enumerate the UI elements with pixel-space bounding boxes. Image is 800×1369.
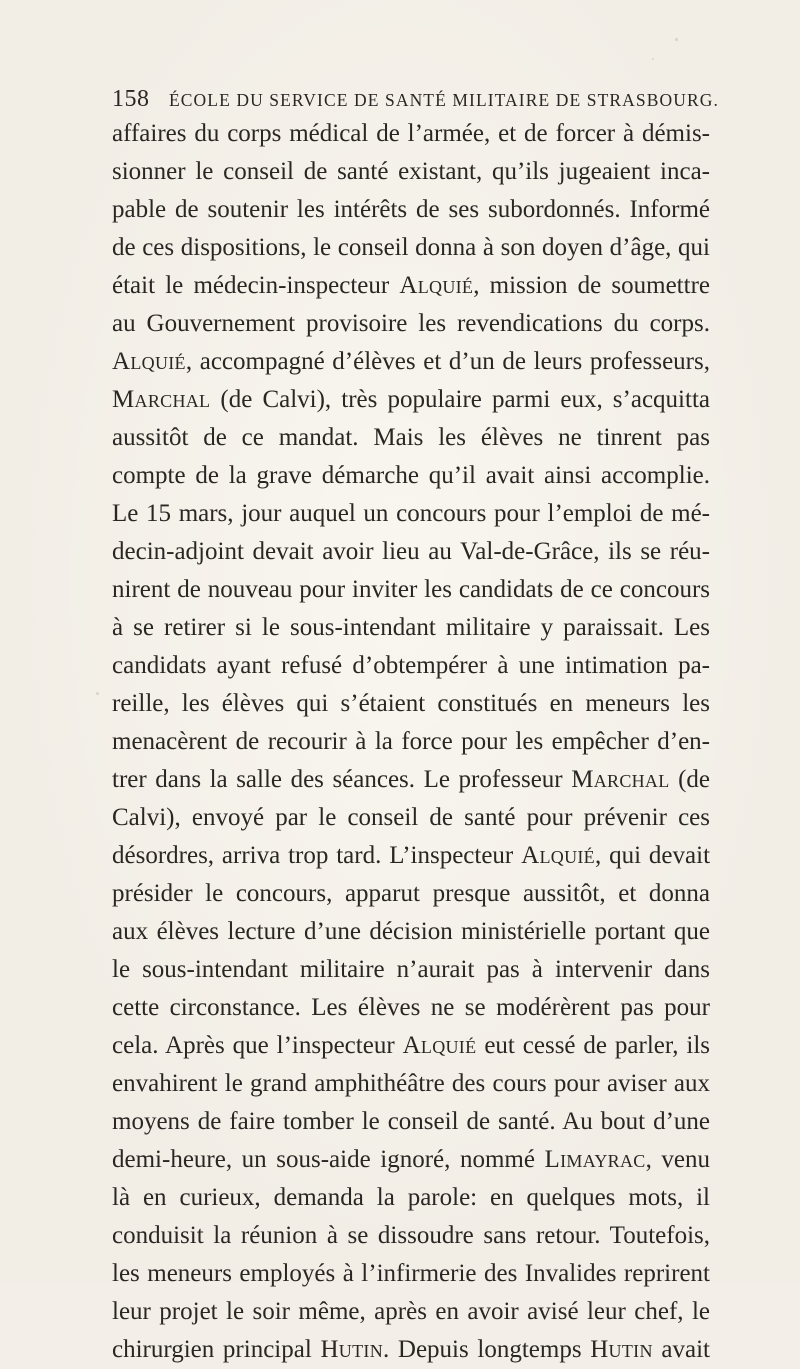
- body-text: [112, 115, 710, 1369]
- text-line: aux élèves lecture d’une décision ministérielle portant que: [112, 918, 710, 945]
- text-line: envahirent le grand amphithéâtre des cours pour aviser aux: [112, 1070, 710, 1097]
- proper-name: Alquié: [112, 348, 186, 375]
- proper-name: Marchal: [112, 386, 211, 413]
- text-line: était le médecin-inspecteur Alquié, mission de soumettre: [112, 272, 710, 299]
- text-line: nirent de nouveau pour inviter les candidats de ce concours: [112, 576, 710, 603]
- text-line: présider le concours, apparut presque aussitôt, et donna: [112, 880, 710, 907]
- proper-name: Limayrac: [544, 1146, 646, 1173]
- text-line: Le 15 mars, jour auquel un concours pour l’emploi de mé-: [112, 500, 710, 527]
- text-line: pable de soutenir les intérêts de ses subordonnés. Informé: [112, 196, 710, 223]
- text-line: Alquié, accompagné d’élèves et d’un de leurs professeurs,: [112, 348, 710, 375]
- text-line: cette circonstance. Les élèves ne se modérèrent pas pour: [112, 994, 710, 1021]
- text-line: aussitôt de ce mandat. Mais les élèves ne tinrent pas: [112, 424, 710, 451]
- running-head: [112, 84, 719, 114]
- text-line: de ces dispositions, le conseil donna à son doyen d’âge, qui: [112, 234, 710, 261]
- text-line: chirurgien principal Hutin. Depuis longtemps Hutin avait: [112, 1336, 710, 1363]
- text-line: sionner le conseil de santé existant, qu’ils jugeaient inca-: [112, 158, 710, 185]
- text-line: conduisit la réunion à se dissoudre sans retour. Toutefois,: [112, 1222, 710, 1249]
- paper-speck: [96, 692, 99, 695]
- proper-name: Alquié: [521, 842, 595, 869]
- text-line: demi-heure, un sous-aide ignoré, nommé Limayrac, venu: [112, 1146, 710, 1173]
- proper-name: Alquié: [399, 272, 474, 299]
- text-line: Calvi), envoyé par le conseil de santé pour prévenir ces: [112, 804, 710, 831]
- text-line: menacèrent de recourir à la force pour les empêcher d’en-: [112, 728, 710, 755]
- text-line: moyens de faire tomber le conseil de santé. Au bout d’une: [112, 1108, 710, 1135]
- text-line: cela. Après que l’inspecteur Alquié eut cessé de parler, ils: [112, 1032, 710, 1059]
- text-line: compte de la grave démarche qu’il avait ainsi accomplie.: [112, 462, 710, 489]
- text-line: reille, les élèves qui s’étaient constitués en meneurs les: [112, 690, 710, 717]
- text-line: désordres, arriva trop tard. L’inspecteur Alquié, qui devait: [112, 842, 711, 869]
- text-line: le sous-intendant militaire n’aurait pas à intervenir dans: [112, 956, 710, 983]
- proper-name: Marchal: [571, 766, 670, 793]
- paper-speck: [675, 38, 678, 41]
- proper-name: Hutin: [590, 1336, 653, 1363]
- text-line: Marchal (de Calvi), très populaire parmi eux, s’acquitta: [112, 386, 710, 413]
- paper-speck: [652, 58, 654, 60]
- text-line: decin-adjoint devait avoir lieu au Val-de-Grâce, ils se réu-: [112, 538, 710, 565]
- proper-name: Hutin: [320, 1336, 383, 1363]
- proper-name: Alquié: [402, 1032, 477, 1059]
- text-line: à se retirer si le sous-intendant militaire y paraissait. Les: [112, 614, 710, 641]
- page-number: 158: [112, 86, 150, 112]
- text-line: les meneurs employés à l’infirmerie des Invalides reprirent: [112, 1260, 710, 1287]
- text-line: candidats ayant refusé d’obtempérer à une intimation pa-: [112, 652, 710, 679]
- text-line: là en curieux, demanda la parole: en quelques mots, il: [112, 1184, 710, 1211]
- text-line: au Gouvernement provisoire les revendications du corps.: [112, 310, 710, 337]
- text-line: trer dans la salle des séances. Le professeur Marchal (de: [112, 766, 711, 793]
- text-line: affaires du corps médical de l’armée, et de forcer à démis-: [112, 120, 710, 147]
- running-head-title: ÉCOLE DU SERVICE DE SANTÉ MILITAIRE DE STRASBOURG.: [169, 90, 719, 110]
- text-line: leur projet le soir même, après en avoir avisé leur chef, le: [112, 1298, 710, 1325]
